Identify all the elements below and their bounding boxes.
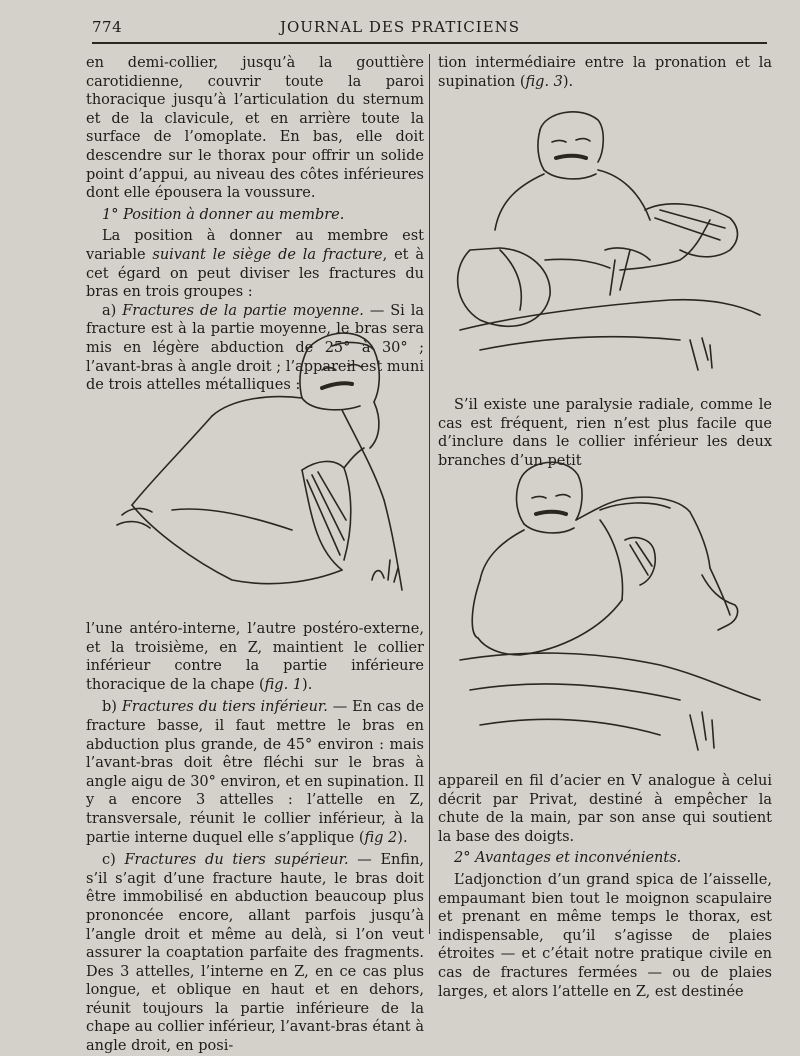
journal-title: JOURNAL DES PRATICIENS	[279, 18, 521, 36]
left-column-bottom	[86, 620, 424, 1056]
page-number: 774	[92, 18, 123, 36]
header-rule	[92, 42, 767, 44]
section-heading: 2° Avantages et inconvénients.	[454, 850, 682, 867]
paragraph: S’il existe une paralysie radiale, comme le cas est fréquent, rien n’est plus facile que d’inclure dans le collier inférieur les deux branches d’un petit	[438, 397, 772, 469]
right-column-top	[438, 54, 772, 91]
paragraph: l’une antéro-interne, l’autre postéro-externe, et la troisième, en Z, maintient le collier inférieur contre la partie inférieure thoracique de la chape (fig. 1).	[86, 621, 424, 693]
column-divider	[429, 54, 430, 934]
paragraph: tion intermédiaire entre la pronation et la supination (fig. 3).	[438, 55, 772, 90]
paragraph: L’adjonction d’un grand spica de l’aisselle, empaumant bien tout le moignon scapulaire et prenant en même temps le thorax, est indispensable, qu’il s’agisse de plaies étroites — et c’était notre pratique civile en cas de fractures fermées — ou de plaies larges, et alors l’attelle en Z, est destinée	[438, 871, 772, 1000]
paragraph-case-a: a) Fractures de la partie moyenne. — Si la fracture est à la partie moyenne, le bras sera mis en légère abduction de 25° à 30° ; l’avant-bras à angle droit ; l’appareil est muni de trois attelles métalliques :	[86, 302, 424, 394]
paragraph: appareil en fil d’acier en V analogue à celui décrit par Privat, destiné à empêcher la chute de la main, par son anse qui soutient la base des doigts.	[438, 773, 772, 845]
section-heading: 1° Position à donner au membre.	[102, 206, 345, 223]
figure-2-illustration	[440, 100, 770, 390]
figure-1-illustration	[112, 320, 424, 610]
right-column-bottom	[438, 772, 772, 1001]
paragraph: en demi-collier, jusqu’à la gouttière carotidienne, couvrir toute la paroi thoracique jusqu’à l’articulation du sternum et de la clavicule, et en arrière toute la surface de l’omoplate. En bas, elle doit descendre sur le thorax pour offrir un solide point d’appui, au niveau des côtes inférieures dont elle épousera la voussure.	[86, 55, 424, 202]
figure-3-illustration	[440, 450, 770, 770]
paragraph-case-b: b) Fractures du tiers inférieur. — En cas de fracture basse, il faut mettre le bras en abduction plus grande, de 45° environ : mais l’avant-bras doit être fléchi sur le bras à angle aigu de 30° environ, et en supination. Il y a encore 3 attelles : l’attelle en Z, transversale, réunit le collier inférieur, à la partie interne duquel elle s’applique (fig 2).	[86, 699, 424, 846]
paragraph-case-c: c) Fractures du tiers supérieur. — Enfin, s’il s’agit d’une fracture haute, le bras doit être immobilisé en abduction beaucoup plus prononcée encore, allant parfois jusqu’à l’angle droit et même au delà, si l’on veut assurer la coaptation parfaite des fragments. Des 3 attelles, l’interne en Z, en ce cas plus longue, et oblique en haut et en dehors, réunit toujours la partie inférieure de la chape au collier inférieur, l’avant-bras étant à angle droit, en posi-	[86, 852, 425, 1055]
paragraph: La position à donner au membre est variable suivant le siège de la fracture, et à cet égard on peut diviser les fractures du bras en trois groupes :	[86, 228, 424, 301]
